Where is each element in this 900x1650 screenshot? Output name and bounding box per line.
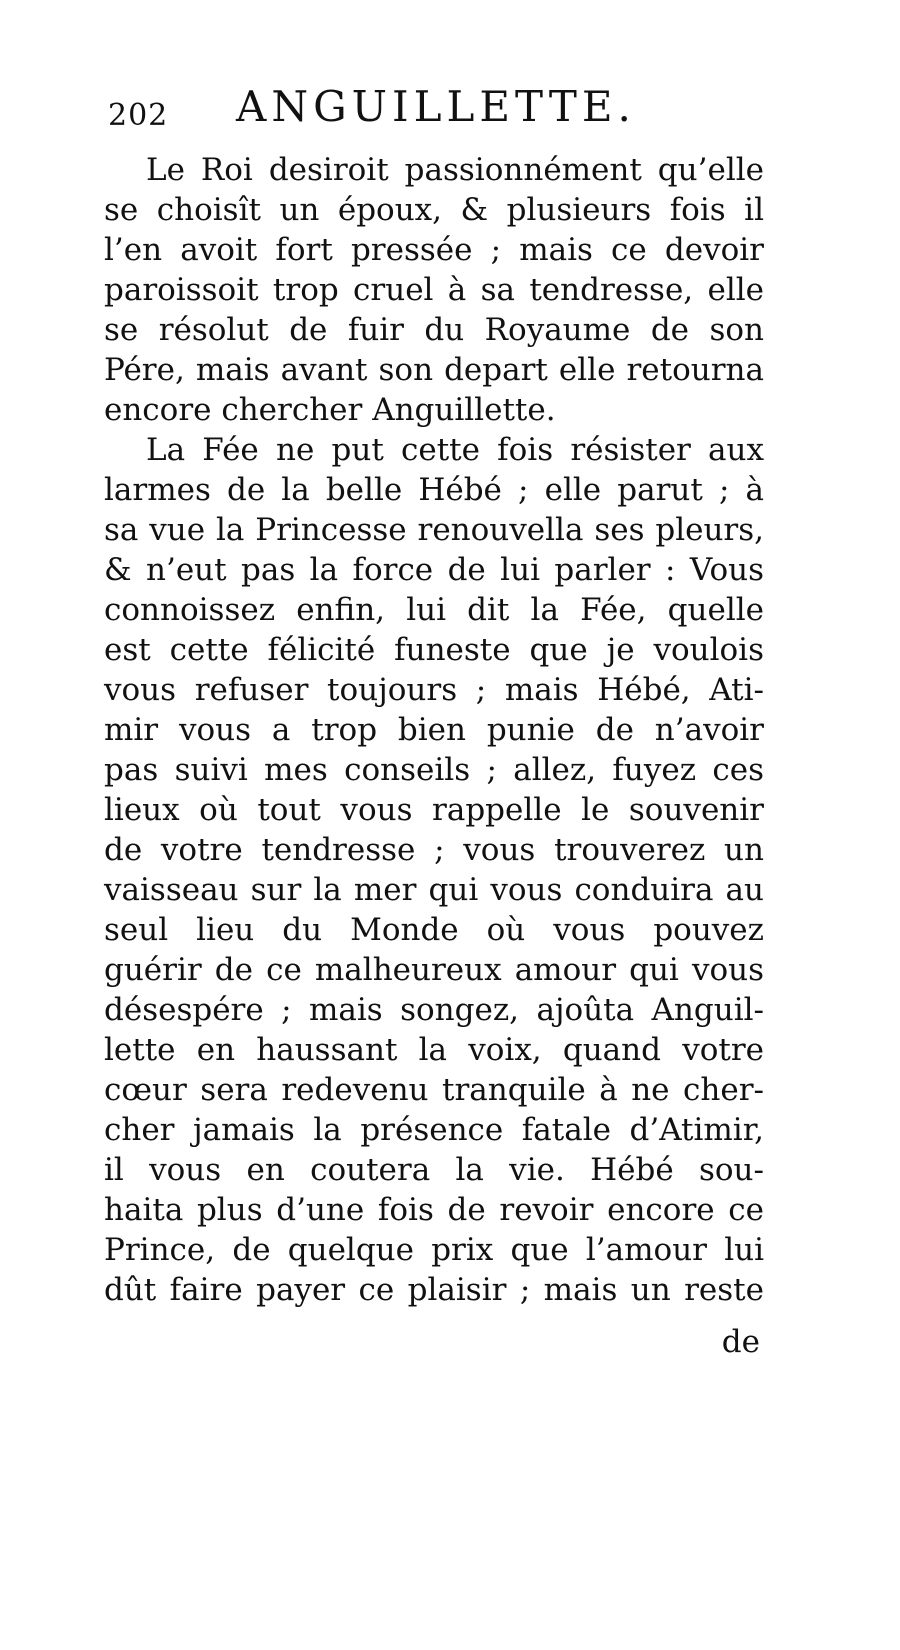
text-line: lette en haussant la voix, quand votre (104, 1032, 764, 1068)
running-title: ANGUILLETTE. (236, 82, 636, 131)
text-line: pas suivi mes conseils ; allez, fuyez ces (104, 752, 764, 788)
page-number: 202 (108, 98, 169, 133)
text-line: de votre tendresse ; vous trouverez un (104, 832, 764, 868)
page-header (108, 82, 768, 132)
text-line: Pére, mais avant son depart elle retourna (104, 352, 764, 388)
text-line: l’en avoit fort pressée ; mais ce devoir (104, 232, 764, 268)
text-line: Prince, de quelque prix que l’amour lui (104, 1232, 764, 1268)
text-line: paroissoit trop cruel à sa tendresse, elle (104, 272, 764, 308)
text-line: vous refuser toujours ; mais Hébé, Ati- (104, 672, 764, 708)
text-line: mir vous a trop bien punie de n’avoir (104, 712, 764, 748)
paragraph-2 (104, 430, 764, 1310)
body-text (104, 150, 764, 1310)
text-line: lieux où tout vous rappelle le souvenir (104, 792, 764, 828)
text-line: est cette félicité funeste que je voulois (104, 632, 764, 668)
text-line: connoissez enfin, lui dit la Fée, quelle (104, 592, 764, 628)
paragraph-1 (104, 150, 764, 430)
text-line: vaisseau sur la mer qui vous conduira au (104, 872, 764, 908)
text-line: & n’eut pas la force de lui parler : Vous (104, 552, 764, 588)
text-line: se résolut de fuir du Royaume de son (104, 312, 764, 348)
text-line: se choisît un époux, & plusieurs fois il (104, 192, 764, 228)
text-line: désespére ; mais songez, ajoûta Anguil- (104, 992, 764, 1028)
text-line: haita plus d’une fois de revoir encore ce (104, 1192, 764, 1228)
text-line: sa vue la Princesse renouvella ses pleurs, (104, 512, 764, 548)
text-line: encore chercher Anguillette. (104, 392, 556, 428)
text-line: La Fée ne put cette fois résister aux (146, 432, 764, 468)
text-line: Le Roi desiroit passionnément qu’elle (146, 152, 764, 188)
text-line: larmes de la belle Hébé ; elle parut ; à (104, 472, 764, 508)
text-line: guérir de ce malheureux amour qui vous (104, 952, 764, 988)
text-line: seul lieu du Monde où vous pouvez (104, 912, 764, 948)
text-line: il vous en coutera la vie. Hébé sou- (104, 1152, 764, 1188)
text-line: dût faire payer ce plaisir ; mais un reste (104, 1272, 764, 1308)
catchword: de (721, 1324, 760, 1360)
text-line: cœur sera redevenu tranquile à ne cher- (104, 1072, 764, 1108)
text-line: cher jamais la présence fatale d’Atimir, (104, 1112, 764, 1148)
